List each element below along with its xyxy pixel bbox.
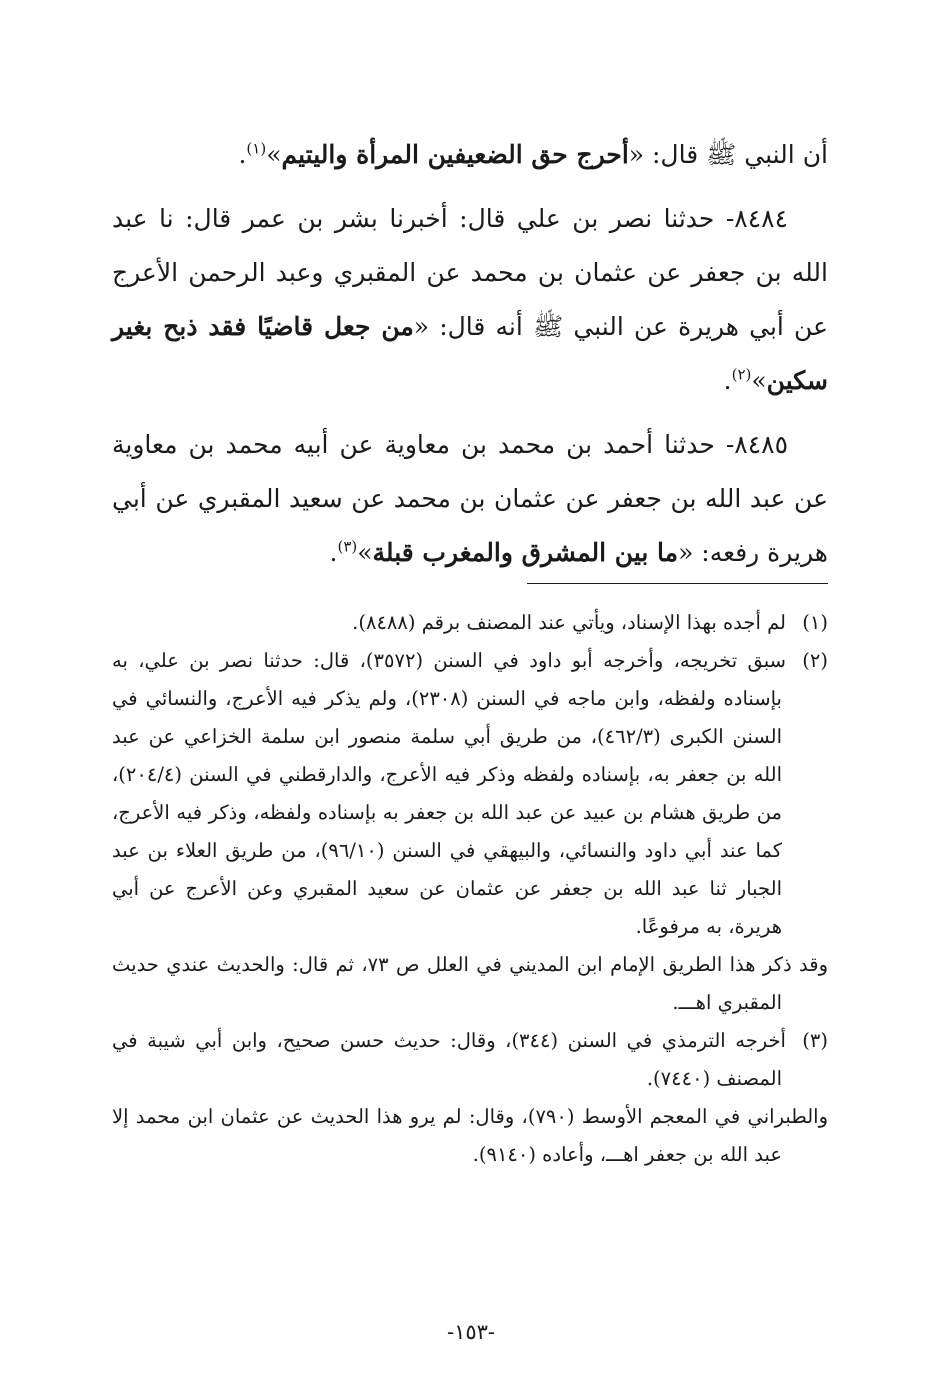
footnote-2-continuation [112, 946, 828, 1022]
footnote-ref: (١) [246, 139, 267, 158]
footnote-text: لم أجده بهذا الإسناد، ويأتي عند المصنف برقم (٨٤٨٨). [352, 611, 786, 634]
text-span: . [238, 140, 247, 169]
footnote-text: وقد ذكر هذا الطريق الإمام ابن المديني في العلل ص ٧٣، ثم قال: والحديث عندي حديث المقبري اهـــ. [112, 953, 829, 1014]
text-span: » [266, 140, 282, 169]
footnote-3-continuation [112, 1098, 828, 1174]
hadith-isnad: ٨٤٨٥- حدثنا أحمد بن محمد بن معاوية عن أبيه محمد بن معاوية عن عبد الله بن جعفر عن عثمان بن محمد عن سعيد المقبري عن أبي هريرة رفعه: « [112, 430, 828, 567]
footnote-text: أخرجه الترمذي في السنن (٣٤٤)، وقال: حديث حسن صحيح، وابن أبي شيبة في المصنف (٧٤٤٠). [112, 1029, 786, 1090]
footnote-1 [112, 604, 828, 642]
footnotes [112, 604, 828, 1174]
main-text [112, 128, 828, 580]
hadith-matn: من جعل قاضيًا فقد ذبح بغير سكين [112, 312, 828, 395]
text-span: . [329, 538, 338, 567]
footnote-number: (٣) [802, 1029, 828, 1052]
text-span: أن النبي ﷺ قال: « [628, 140, 828, 169]
hadith-isnad: ٨٤٨٤- حدثنا نصر بن علي قال: أخبرنا بشر بن عمر قال: نا عبد الله بن جعفر عن عثمان بن محمد عن المقبري وعبد الرحمن الأعرج عن أبي هريرة عن النبي ﷺ أنه قال: « [112, 204, 828, 341]
text-span: » [357, 538, 373, 567]
footnote-text: سبق تخريجه، وأخرجه أبو داود في السنن (٣٥٧٢)، قال: حدثنا نصر بن علي، به بإسناده ولفظه، وابن ماجه في السنن (٢٣٠٨)، ولم يذكر فيه الأعرج، والنسائي في السنن الكبرى (٤٦٢/٣)، من طريق أبي سلمة منصور ابن سلمة الخزاعي عن عبد الله بن جعفر به، بإسناده ولفظه وذكر فيه الأعرج، والدارقطني في السنن (٢٠٤/٤)، من طريق هشام بن عبيد عن عبد الله بن جعفر به بإسناده ولفظه، وذكر فيه الأعرج، كما عند أبي داود والنسائي، والبيهقي في السنن (٩٦/١٠)، من طريق العلاء بن عبد الجبار ثنا عبد الله بن جعفر عن عثمان عن سعيد المقبري وعن الأعرج عن أبي هريرة، به مرفوعًا. [112, 649, 786, 938]
text-span: » [751, 366, 767, 395]
text-span: . [723, 366, 732, 395]
footnote-number: (٢) [802, 649, 828, 672]
footnote-separator [527, 583, 828, 584]
hadith-matn: ما بين المشرق والمغرب قبلة [372, 538, 679, 567]
footnote-ref: (٢) [731, 365, 752, 384]
hadith-8485 [112, 418, 828, 580]
footnote-text: والطبراني في المعجم الأوسط (٧٩٠)، وقال: لم يرو هذا الحديث عن عثمان ابن محمد إلا عبد الله بن جعفر اهـــ، وأعاده (٩١٤٠). [112, 1105, 828, 1166]
continuation-line [112, 128, 828, 182]
page-number: -١٥٣- [446, 1320, 496, 1344]
footnote-number: (١) [802, 611, 828, 634]
footnote-2 [112, 642, 828, 946]
footnote-3 [112, 1022, 828, 1098]
hadith-8484 [112, 192, 828, 408]
hadith-matn: أحرج حق الضعيفين المرأة واليتيم [281, 140, 629, 169]
footnote-ref: (٣) [337, 537, 358, 556]
